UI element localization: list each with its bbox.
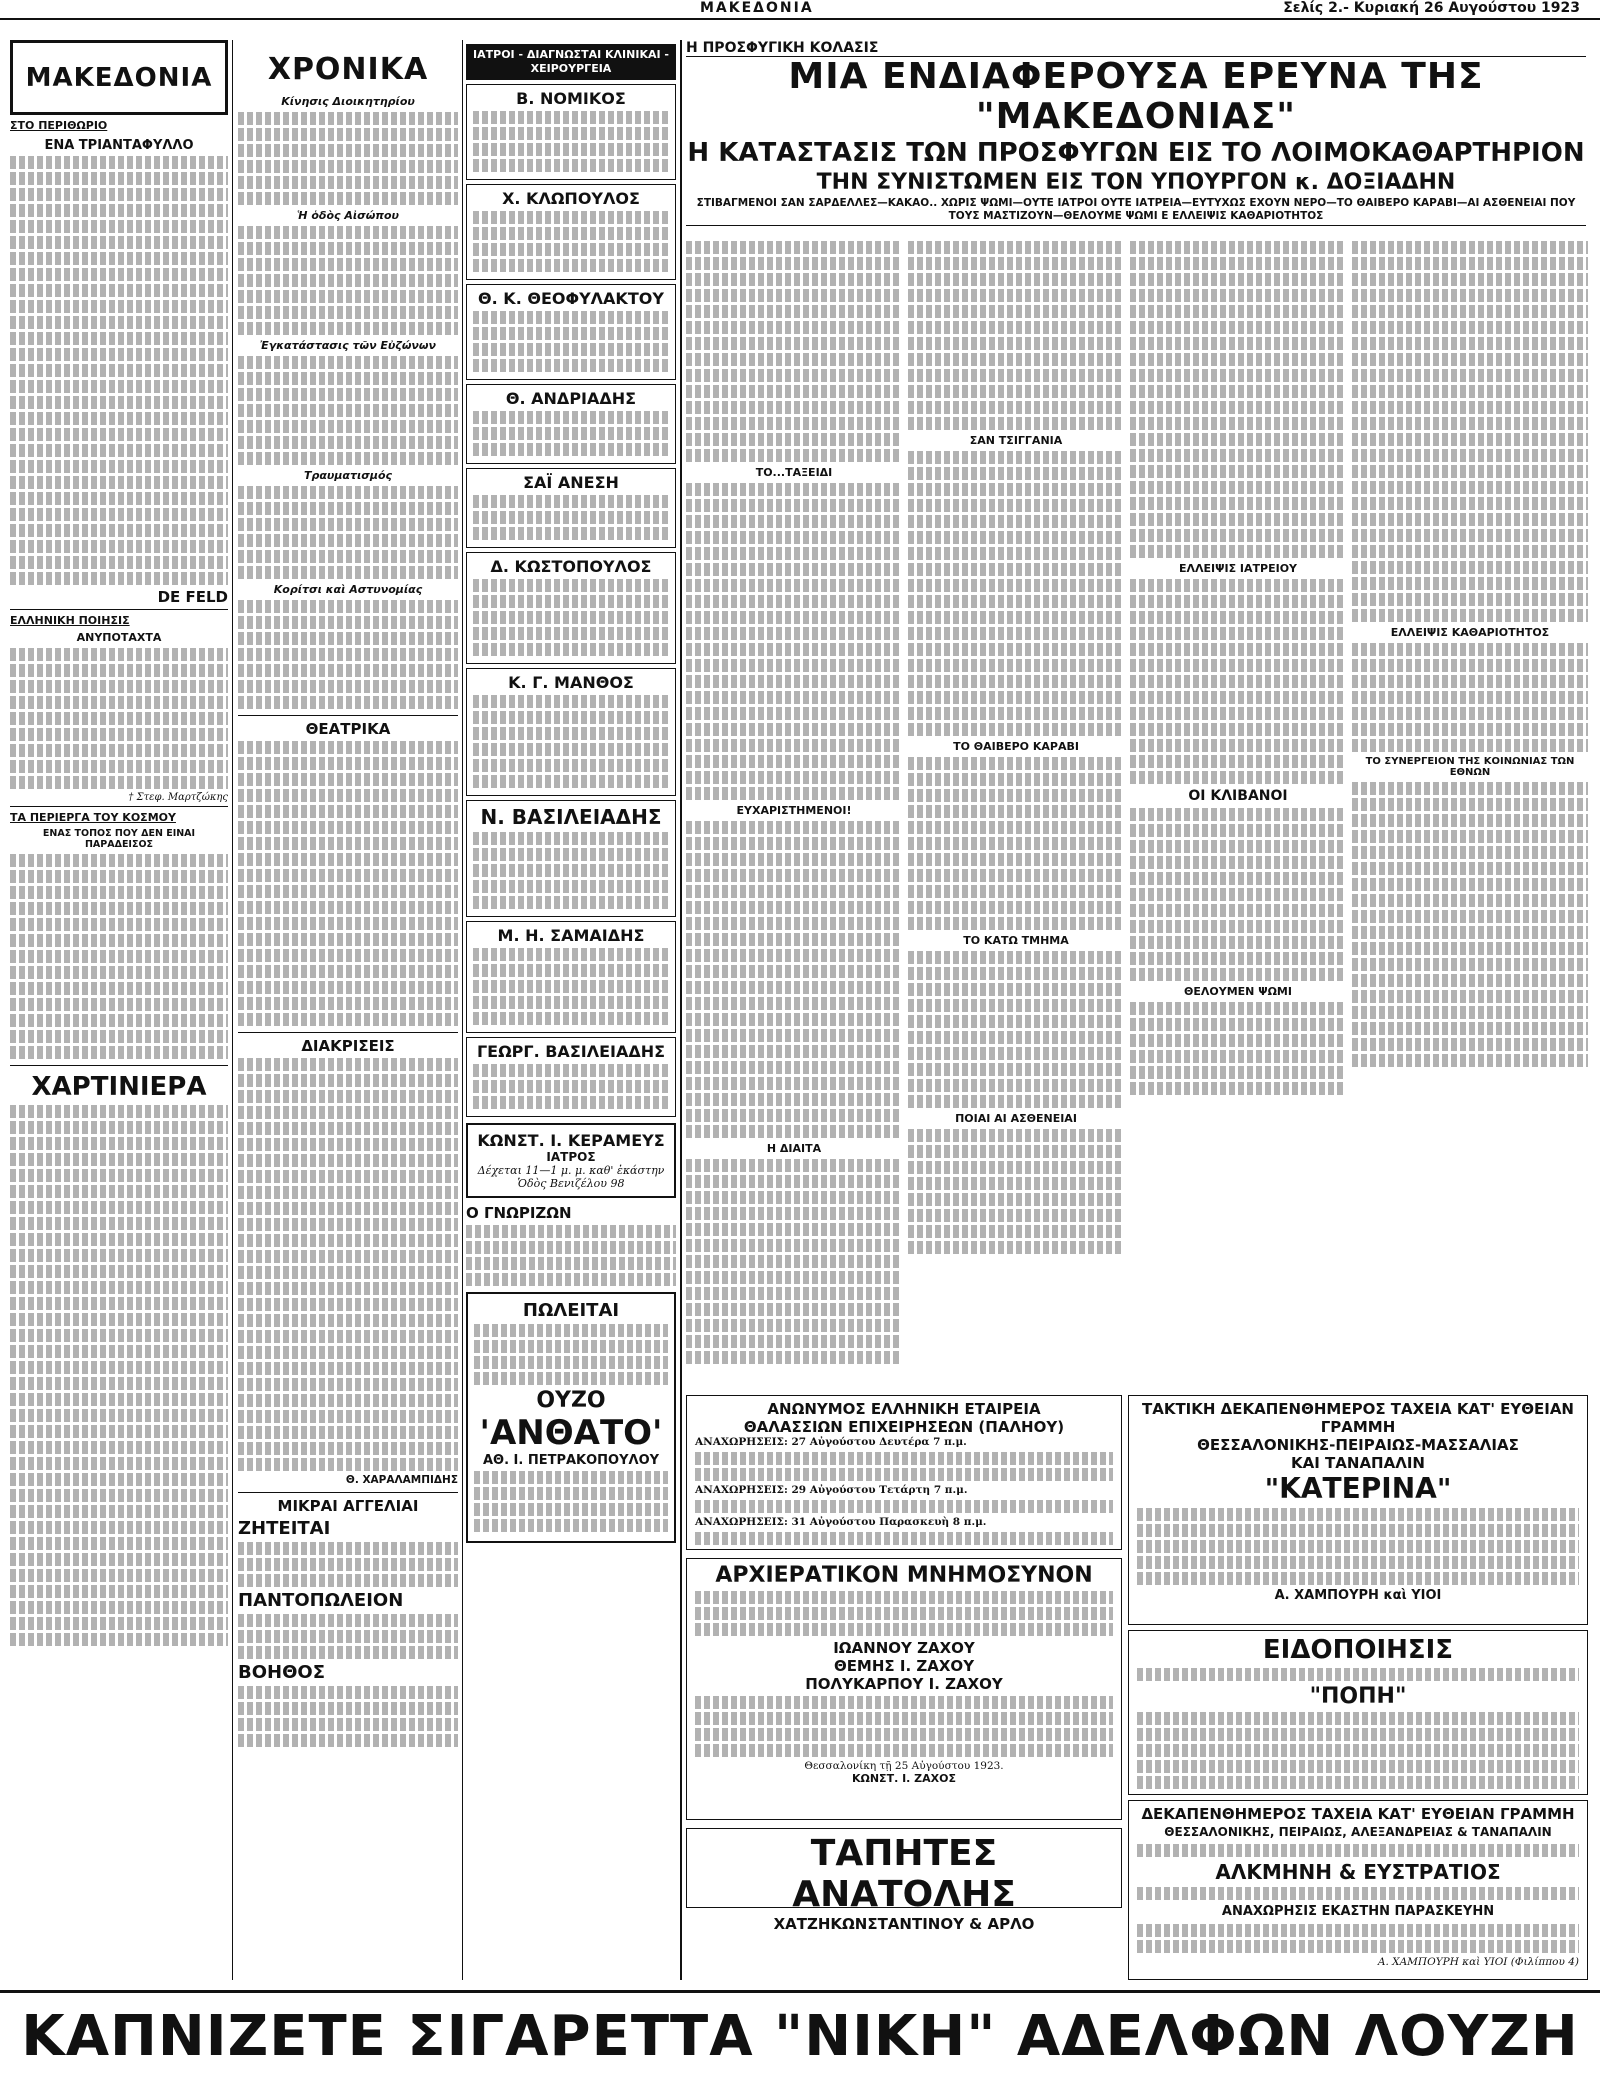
story-body [10,1105,228,1646]
kerameus-address: Ὁδὸς Βενιζέλου 98 [517,1177,625,1190]
ship-names: ΑΛΚΜΗΝΗ & ΕΥΣΤΡΑΤΙΟΣ [1215,1860,1501,1884]
ouzo-maker: ΑΘ. Ι. ΠΕΤΡΑΚΟΠΟΥΛΟΥ [482,1453,660,1468]
section-title: ΔΙΑΚΡΙΣΕΙΣ [238,1032,458,1055]
doctor-ad: ΓΕΩΡΓ. ΒΑΣΙΛΕΙΑΔΗΣ [466,1037,676,1117]
section-title: ΕΛΛΗΝΙΚΗ ΠΟΙΗΣΙΣ [10,614,130,627]
main-subheadline: Η ΚΑΤΑΣΤΑΣΙΣ ΤΩΝ ΠΡΟΣΦΥΓΩΝ ΕΙΣ ΤΟ ΛΟΙΜΟΚΑΘΑΡΤΗΡΙΟΝ [687,138,1585,168]
section-title: ΜΙΚΡΑΙ ΑΓΓΕΛΙΑΙ [238,1492,458,1515]
ship-name: "ΠΟΠΗ" [1309,1684,1407,1709]
ouzo-brand: 'ΑΝΘΑΤΟ' [479,1413,663,1453]
poem-title: ΑΝΥΠΟΤΑΧΤΑ [76,631,162,644]
subhead: Κίνησις Διοικητηρίου [281,95,415,108]
memorial-notice [686,1558,1122,1820]
doctor-ad: Μ. Η. ΣΑΜΑΙΔΗΣ [466,921,676,1033]
subhead: Κορίτσι καὶ Αστυνομίας [273,583,423,596]
section-title: ΣΤΟ ΠΕΡΙΘΩΡΙΟ [10,119,108,132]
main-article-col-3 [1130,238,1346,1388]
departure: ΑΝΑΧΩΡΗΣΕΙΣ: 31 Αὐγούστου Παρασκευὴ 8 π.μ. [695,1516,987,1528]
masthead-small: ΜΑΚΕΔΟΝΙΑ [700,0,814,16]
carpets-ad [686,1828,1122,1933]
kerameus-hours: Δέχεται 11—1 μ. μ. καθ' ἑκάστην [477,1164,665,1177]
company-name: ΑΝΩΝΥΜΟΣ ΕΛΛΗΝΙΚΗ ΕΤΑΙΡΕΙΑ [767,1400,1041,1418]
page-date: Σελίς 2.- Κυριακή 26 Αυγούστου 1923 [1283,0,1580,16]
line-route: ΘΕΣΣΑΛΟΝΙΚΗΣ, ΠΕΙΡΑΙΩΣ, ΑΛΕΞΑΝΔΡΕΙΑΣ & ΤΑΝΑΠΑΛΙΝ [1164,1825,1552,1839]
main-article-col-1 [686,238,902,1388]
katerina-ad [1128,1395,1588,1625]
alkmini-ad [1128,1800,1588,1980]
subhead: ΤΟ ΘΑΙΒΕΡΟ ΚΑΡΑΒΙ [953,740,1079,753]
article-body [10,854,228,1059]
doctor-ad: Κ. Γ. ΜΑΝΘΟΣ [466,668,676,796]
poem-body [10,648,228,789]
main-article-col-4 [1352,238,1588,1388]
ouzo-ad [466,1292,676,1543]
article-body [10,156,228,585]
memorial-title: ΑΡΧΙΕΡΑΤΙΚΟΝ ΜΝΗΜΟΣΥΝΟΝ [715,1563,1093,1588]
main-article-header [686,40,1586,226]
popi-notice [1128,1630,1588,1795]
line-return: ΚΑΙ ΤΑΝΑΠΑΛΙΝ [1291,1454,1425,1472]
article-signature: DE FELD [10,588,228,610]
line-route: ΘΕΣΣΑΛΟΝΙΚΗΣ-ΠΕΙΡΑΙΩΣ-ΜΑΣΣΑΛΙΑΣ [1197,1436,1519,1454]
column-rule [680,40,682,1980]
notice-title: Ο ΓΝΩΡΙΖΩΝ [466,1204,572,1222]
line-title: ΔΕΚΑΠΕΝΘΗΜΕΡΟΣ ΤΑΧΕΙΑ ΚΑΤ' ΕΥΘΕΙΑΝ ΓΡΑΜΜΗ [1141,1805,1575,1823]
subhead: ΤΟ...ΤΑΞΕΙΔΙ [755,466,833,479]
departure: ΑΝΑΧΩΡΗΣΕΙΣ: 27 Αὐγούστου Δευτέρα 7 π.μ. [695,1436,967,1448]
main-article-col-2 [908,238,1124,1388]
poem-author: † Στεφ. Μαρτζώκης [10,792,228,807]
ship-name: "ΚΑΤΕΡΙΝΑ" [1264,1472,1452,1505]
subhead: ΘΕΛΟΥΜΕΝ ΨΩΜΙ [1184,985,1292,998]
ouzo-label: ΟΥΖΟ [536,1388,606,1413]
subhead: ΟΙ ΚΛΙΒΑΝΟΙ [1188,788,1288,804]
subhead: ΣΑΝ ΤΣΙΓΓΑΝΙΑ [969,434,1063,447]
subhead: ΕΛΛΕΙΨΙΣ ΚΑΘΑΡΙΟΤΗΤΟΣ [1390,626,1550,639]
classified-ad: ΠΑΝΤΟΠΩΛΕΙΟΝ [238,1590,404,1611]
article-headline: ΕΝΑΣ ΤΟΠΟΣ ΠΟΥ ΔΕΝ ΕΙΝΑΙ ΠΑΡΑΔΕΙΣΟΣ [42,828,196,850]
ouzo-headline: ΠΩΛΕΙΤΑΙ [522,1300,620,1321]
notice-title: ΕΙΔΟΠΟΙΗΣΙΣ [1262,1635,1454,1665]
doctor-ad: Χ. ΚΛΩΠΟΥΛΟΣ [466,184,676,280]
column-rule [232,40,233,1980]
subhead: ΠΟΙΑΙ ΑΙ ΑΣΘΕΝΕΙΑΙ [955,1112,1077,1125]
memorial-name: ΠΟΛΥΚΑΡΠΟΥ Ι. ΖΑΧΟΥ [805,1675,1003,1693]
kerameus-name: ΚΩΝΣΤ. Ι. ΚΕΡΑΜΕΥΣ [477,1131,665,1150]
column-2 [238,40,458,1980]
classified-ad: ΒΟΗΘΟΣ [238,1662,325,1683]
footer-cigarette-ad: ΚΑΠΝΙΖΕΤΕ ΣΙΓΑΡΕΤΤΑ "ΝΙΚΗ" ΑΔΕΛΦΩΝ ΛΟΥΖΗ [0,1990,1600,2080]
memorial-signature: ΚΩΝΣΤ. Ι. ΖΑΧΟΣ [851,1772,957,1785]
doctor-ad: Δ. ΚΩΣΤΟΠΟΥΛΟΣ [466,552,676,664]
doctor-ad: ΣΑΪ ΑΝΕΣΗ [466,468,676,548]
subhead: ΤΟ ΣΥΝΕΡΓΕΙΟΝ ΤΗΣ ΚΟΙΝΩΝΙΑΣ ΤΩΝ ΕΘΝΩΝ [1365,756,1575,778]
memorial-name: ΘΕΜΗΣ Ι. ΖΑΧΟΥ [833,1657,975,1675]
main-headline: ΜΙΑ ΕΝΔΙΑΦΕΡΟΥΣΑ ΕΡΕΥΝΑ ΤΗΣ "ΜΑΚΕΔΟΝΙΑΣ" [788,56,1484,137]
main-recommendation: ΤΗΝ ΣΥΝΙΣΤΩΜΕΝ ΕΙΣ ΤΟΝ ΥΠΟΥΡΓΟΝ κ. ΔΟΞΙΑΔΗΝ [816,170,1456,195]
classified-ad: ΖΗΤΕΙΤΑΙ [238,1518,331,1539]
subhead: Τραυματισμός [303,469,393,482]
kicker: Η ΠΡΟΣΦΥΓΙΚΗ ΚΟΛΑΣΙΣ [686,40,1586,57]
column-rule [462,40,463,1980]
doctor-ad: Β. ΝΟΜΙΚΟΣ [466,84,676,180]
subhead: ΤΟ ΚΑΤΩ ΤΜΗΜΑ [963,934,1069,947]
article-headline: ΕΝΑ ΤΡΙΑΝΤΑΦΥΛΛΟ [44,138,194,153]
subhead: Η ΔΙΑΙΤΑ [766,1142,822,1155]
page-header [0,0,1600,20]
section-title: ΧΡΟΝΙΚΑ [267,52,429,87]
carpets-sub: ΧΑΤΖΗΚΩΝΣΤΑΝΤΙΝΟΥ & ΑΡΛΟ [773,1915,1035,1933]
memorial-name: ΙΩΑΝΝΟΥ ΖΑΧΟΥ [833,1639,975,1657]
column-3 [466,40,676,1980]
column-1 [10,40,228,1980]
section-title: ΘΕΑΤΡΙΚΑ [238,715,458,738]
story-title: ΧΑΡΤΙΝΙΕΡΑ [10,1065,228,1102]
doctor-ad: Θ. Κ. ΘΕΟΦΥΛΑΚΤΟΥ [466,284,676,380]
departure: ΑΝΑΧΩΡΗΣΕΙΣ: 29 Αὐγούστου Τετάρτη 7 π.μ. [695,1484,968,1496]
subhead: Ἡ ὁδὸς Αἰσώπου [297,209,399,222]
kerameus-ad [466,1123,676,1198]
doctor-ad: Θ. ΑΝΔΡΙΑΔΗΣ [466,384,676,464]
subhead: ΕΛΛΕΙΨΙΣ ΙΑΤΡΕΙΟΥ [1178,562,1298,575]
agent-name: Α. ΧΑΜΠΟΥΡΗ καὶ ΥΙΟΙ (Φιλίππου 4) [1377,1956,1579,1968]
subhead: ΕΥΧΑΡΙΣΤΗΜΕΝΟΙ! [736,804,852,817]
agent-name: Α. ΧΑΜΠΟΥΡΗ καὶ ΥΙΟΙ [1274,1588,1442,1603]
memorial-date: Θεσσαλονίκη τῇ 25 Αὐγούστου 1923. [804,1760,1004,1772]
doctor-ad: Ν. ΒΑΣΙΛΕΙΑΔΗΣ [466,800,676,917]
line-title: ΤΑΚΤΙΚΗ ΔΕΚΑΠΕΝΘΗΜΕΡΟΣ ΤΑΧΕΙΑ ΚΑΤ' ΕΥΘΕΙΑΝ ΓΡΑΜΜΗ [1141,1400,1574,1436]
newspaper-logo: ΜΑΚΕΔΟΝΙΑ [10,40,228,115]
subhead: Ἐγκατάστασις τῶν Εὐζώνων [260,339,436,352]
doctors-section-title: ΙΑΤΡΟΙ - ΔΙΑΓΝΩΣΤΑΙ ΚΛΙΝΙΚΑΙ - ΧΕΙΡΟΥΡΓΕΙΑ [466,44,676,80]
company-subname: ΘΑΛΑΣΣΙΩΝ ΕΠΙΧΕΙΡΗΣΕΩΝ (ΠΑΛΗΟΥ) [743,1418,1065,1436]
signature: Θ. ΧΑΡΑΛΑΜΠΙΔΗΣ [345,1474,458,1486]
shipping-company-ad [686,1395,1122,1550]
kerameus-title: ΙΑΤΡΟΣ [546,1150,596,1164]
main-deck: ΣΤΙΒΑΓΜΕΝΟΙ ΣΑΝ ΣΑΡΔΕΛΛΕΣ—ΚΑΚΑΟ.. ΧΩΡΙΣ ΨΩΜΙ—ΟΥΤΕ ΙΑΤΡΟΙ ΟΥΤΕ ΙΑΤΡΕΙΑ—ΕΥΤΥΧΩΣ ΕΧΟΥΝ ΝΕΡΟ—ΤΟ ΘΑΙΒΕΡΟ ΚΑΡΑΒΙ—ΑΙ ΑΣΘΕΝΕΙΑΙ ΠΟΥ ΤΟΥΣ ΜΑΣΤΙΖΟΥΝ—ΘΕΛΟΥΜΕ ΨΩΜΙ Ε ΕΛΛΕΙΨΙΣ ΚΑΘΑΡΙΟΤΗΤΟΣ [686,197,1586,226]
carpets-title: ΤΑΠΗΤΕΣ ΑΝΑΤΟΛΗΣ [792,1833,1016,1915]
departure-schedule: ΑΝΑΧΩΡΗΣΙΣ ΕΚΑΣΤΗΝ ΠΑΡΑΣΚΕΥΗΝ [1221,1904,1495,1919]
section-title: ΤΑ ΠΕΡΙΕΡΓΑ ΤΟΥ ΚΟΣΜΟΥ [10,811,176,824]
